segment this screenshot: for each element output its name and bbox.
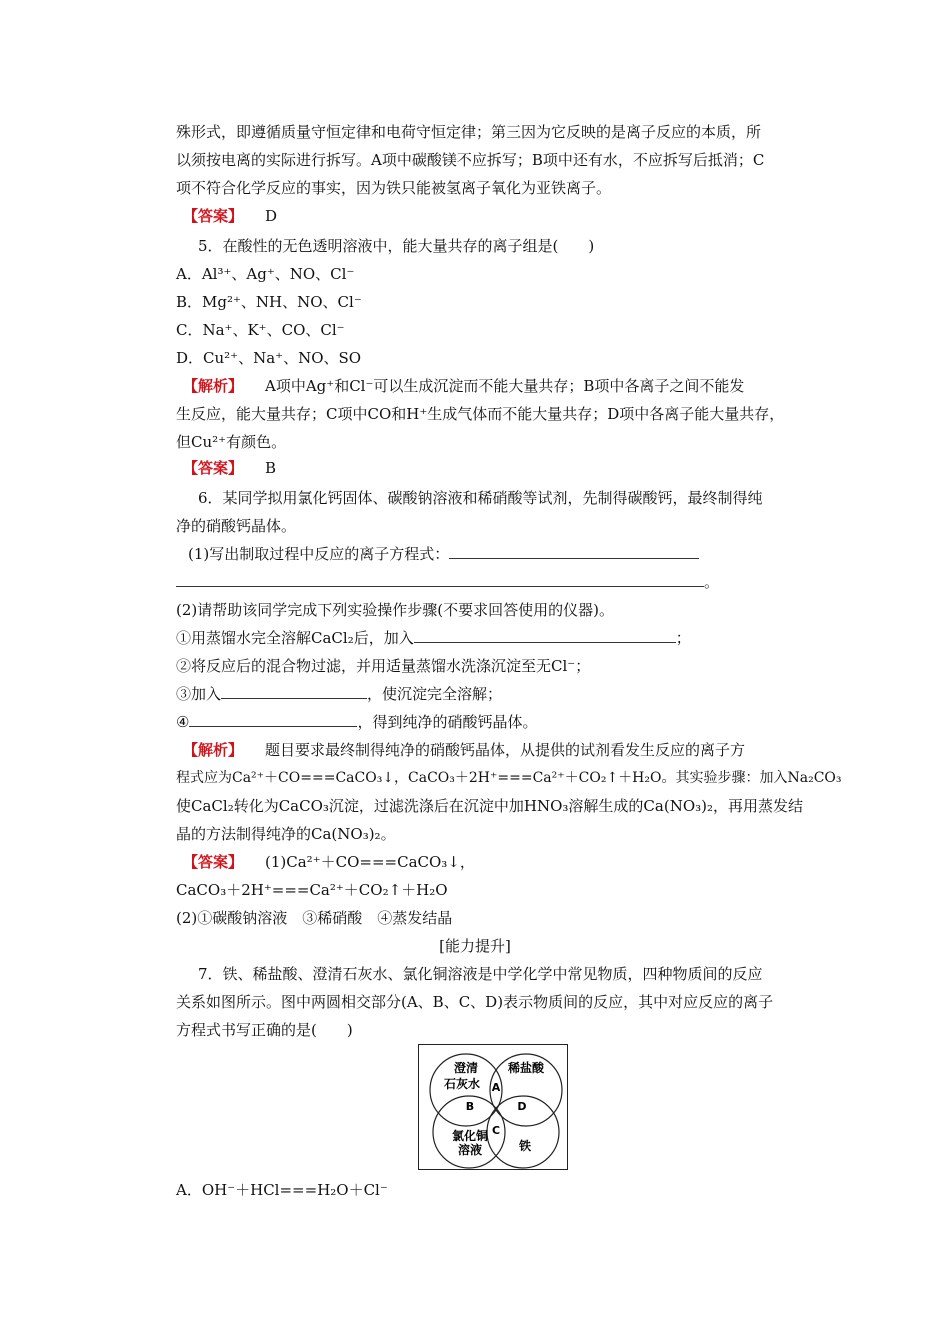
answer-tag: 【答案】 <box>183 853 244 871</box>
label-hcl: 稀盐酸 <box>507 1061 545 1075</box>
q5-option-c: C．Na⁺、K⁺、CO、Cl⁻ <box>176 321 345 339</box>
answer-line: CaCO₃＋2H⁺===Ca²⁺＋CO₂↑＋H₂O <box>176 881 448 899</box>
step-text: ，得到纯净的硝酸钙晶体。 <box>357 713 538 731</box>
label-B: B <box>465 1100 475 1113</box>
step-text: ③加入 <box>176 685 222 703</box>
part1-label: (1)写出制取过程中反应的离子方程式： <box>188 545 450 563</box>
label-cucl2-2: 溶液 <box>457 1143 483 1157</box>
q5-stem: 5．在酸性的无色透明溶液中，能大量共存的离子组是( ) <box>198 237 595 255</box>
answer-line: (2)①碳酸钠溶液 ③稀硝酸 ④蒸发结晶 <box>176 909 453 927</box>
q4-answer <box>183 206 277 226</box>
step-text: ； <box>675 629 691 647</box>
q6-answer <box>183 852 475 872</box>
diagram-frame <box>419 1045 568 1170</box>
step-text: ，使沉淀完全溶解； <box>367 685 503 703</box>
label-A: A <box>491 1081 501 1094</box>
q6-part2: (2)请帮助该同学完成下列实验操作步骤(不要求回答使用的仪器)。 <box>176 601 614 619</box>
paragraph-line: 生反应，能大量共存；C项中CO和H⁺生成气体而不能大量共存；D项中各离子能大量共存， <box>176 405 785 423</box>
answer-tag: 【答案】 <box>183 459 244 477</box>
paragraph-line: 晶的方法制得纯净的Ca(NO₃)₂。 <box>176 825 396 843</box>
analysis-tag: 【解析】 <box>183 377 244 395</box>
answer-blank[interactable] <box>189 712 357 727</box>
step-text: ①用蒸馏水完全溶解CaCl₂后，加入 <box>176 629 414 647</box>
q6-stem: 6．某同学拟用氯化钙固体、碳酸钠溶液和稀硝酸等试剂，先制得碳酸钙，最终制得纯 <box>198 489 763 507</box>
q6-step1 <box>176 628 691 648</box>
q7-stem: 关系如图所示。图中两圆相交部分(A、B、C、D)表示物质间的反应，其中对应反应的离子 <box>176 993 774 1011</box>
answer-blank[interactable] <box>414 628 676 643</box>
label-cucl2-1: 氯化铜 <box>451 1129 489 1143</box>
paragraph-line: 项不符合化学反应的事实，因为铁只能被氢离子氧化为亚铁离子。 <box>176 179 612 197</box>
analysis-text: 题目要求最终制得纯净的硝酸钙晶体，从提供的试剂看发生反应的离子方 <box>265 741 746 759</box>
label-D: D <box>517 1100 527 1113</box>
q6-part1-cont <box>176 572 719 592</box>
section-title: [能力提升] <box>439 937 511 955</box>
analysis-tag: 【解析】 <box>183 741 244 759</box>
q6-step4 <box>176 712 537 732</box>
period: 。 <box>704 573 720 591</box>
q5-option-a: A．Al³⁺、Ag⁺、NO、Cl⁻ <box>176 265 355 283</box>
step-text: ④ <box>176 713 190 731</box>
answer-value: (1)Ca²⁺＋CO===CaCO₃↓， <box>265 853 475 871</box>
paragraph-line: 但Cu²⁺有颜色。 <box>176 433 287 451</box>
answer-blank[interactable] <box>221 684 367 699</box>
paragraph-line: 使CaCl₂转化为CaCO₃沉淀，过滤洗涤后在沉淀中加HNO₃溶解生成的Ca(NO₃)₂，再用蒸发结 <box>176 797 804 815</box>
label-iron: 铁 <box>518 1139 532 1153</box>
q7-stem: 方程式书写正确的是( ) <box>176 1021 353 1039</box>
label-C: C <box>491 1124 501 1137</box>
paragraph-line: 以须按电离的实际进行拆写。A项中碳酸镁不应拆写；B项中还有水，不应拆写后抵消；C <box>176 151 765 169</box>
q6-step2: ②将反应后的混合物过滤，并用适量蒸馏水洗涤沉淀至无Cl⁻； <box>176 657 591 675</box>
q7-stem: 7．铁、稀盐酸、澄清石灰水、氯化铜溶液是中学化学中常见物质，四种物质间的反应 <box>198 965 763 983</box>
q7-option-a: A．OH⁻＋HCl===H₂O＋Cl⁻ <box>176 1181 388 1199</box>
q5-answer <box>183 458 276 478</box>
answer-tag: 【答案】 <box>183 207 244 225</box>
q5-option-d: D．Cu²⁺、Na⁺、NO、SO <box>176 349 362 367</box>
analysis-text: A项中Ag⁺和Cl⁻可以生成沉淀而不能大量共存；B项中各离子之间不能发 <box>265 377 745 395</box>
paragraph-line: 殊形式，即遵循质量守恒定律和电荷守恒定律；第三因为它反映的是离子反应的本质，所 <box>176 123 762 141</box>
q5-option-b: B．Mg²⁺、NH、NO、Cl⁻ <box>176 293 362 311</box>
label-limewater-1: 澄清 <box>453 1061 479 1075</box>
q6-stem: 净的硝酸钙晶体。 <box>176 517 297 535</box>
answer-value: D <box>265 207 278 225</box>
q6-analysis <box>183 740 745 760</box>
q5-analysis <box>183 376 744 396</box>
answer-value: B <box>265 459 277 477</box>
paragraph-line: 程式应为Ca²⁺＋CO===CaCO₃↓，CaCO₃＋2H⁺===Ca²⁺＋CO₂↑＋H₂O。其实验步骤：加入Na₂CO₃ <box>176 770 842 786</box>
q6-step3 <box>176 684 502 704</box>
venn-diagram <box>418 1044 568 1170</box>
answer-blank[interactable] <box>176 572 704 587</box>
answer-blank[interactable] <box>449 544 699 559</box>
q6-part1 <box>188 544 699 564</box>
label-limewater-2: 石灰水 <box>443 1077 481 1091</box>
